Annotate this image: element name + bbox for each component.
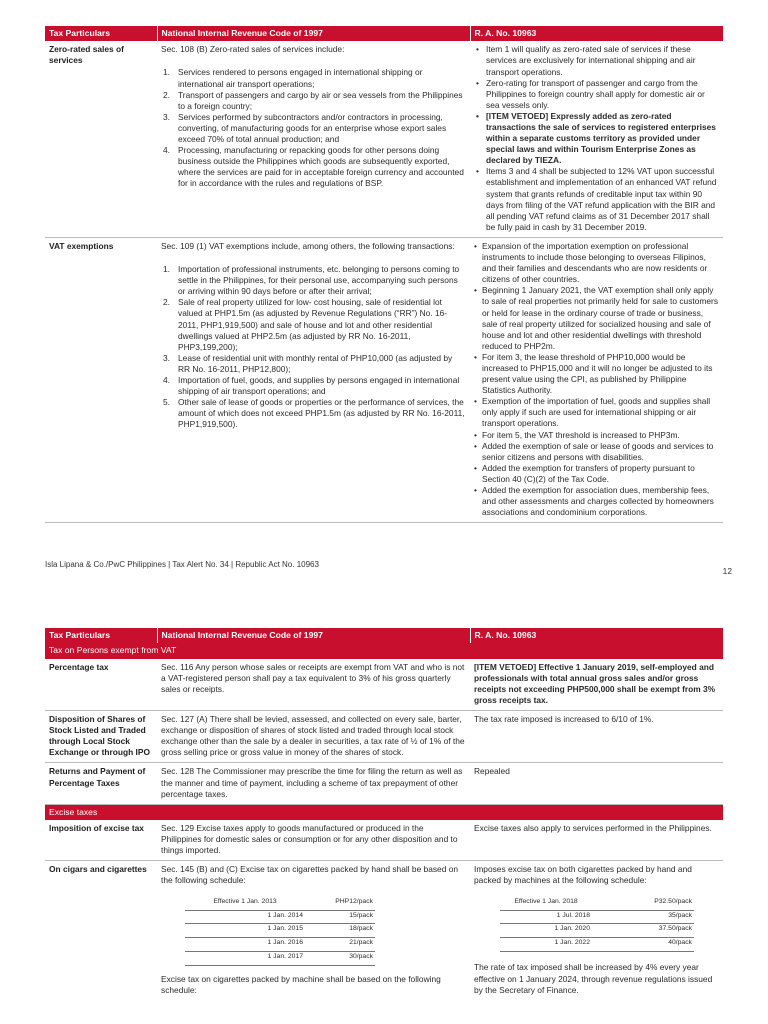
ra-list [474,44,719,233]
page-footer: Isla Lipana & Co./PwC Philippines | Tax Alert No. 34 | Republic Act No. 10963 [45,560,319,569]
table-row-returns-payment [45,763,723,804]
tax-comparison-table-page-12 [45,26,723,523]
page-13 [0,626,768,1024]
schedule-row: 1 Jul. 2018 35/pack [500,910,694,924]
list-item: • Items 3 and 4 shall be subjected to 12% VAT upon successful establishment and implementation of an enhanced VAT refund system that grants refunds of creditable input tax within 90 days from filing of the VAT refund application with the BIR and all pending VAT refund claims as of 31 December 2017 shall be fully paid in cash by 31 December 2019. [476,166,717,232]
list-item: 4. Processing, manufacturing or repacking goods for other persons doing business outside the Philippines which goods are subsequently exported, where the services are paid for in acceptable foreign currency and accounted for in accordance with the rules and regulations of BSP. [163,145,464,189]
section-row-excise-taxes [45,804,723,820]
nirc-cell: Sec. 127 (A) There shall be levied, assessed, and collected on every sale, barter, exchange or disposition of shares of stock listed and traded through local stock exchange other than the sale by a dealer in securities, a tax rate of ½ of 1% of the gross selling price or gross value in money of the shares of stock. [157,711,470,763]
table-row-cigars-cigarettes [45,861,723,1001]
ra-cell: Excise taxes also apply to services performed in the Philippines. [470,820,723,861]
header-tax-particulars: Tax Particulars [45,26,157,41]
row-label: Returns and Payment of Percentage Taxes [45,763,157,804]
list-item: 2. Transport of passengers and cargo by air or sea vessels from the Philippines to a foreign country; [163,89,463,111]
list-item: • Added the exemption for transfers of property pursuant to Section 40 (C)(2) of the Tax Code. [474,462,695,484]
ra-cell [470,861,723,1001]
nirc-list [161,67,466,189]
header-ra-10963: R. A. No. 10963 [470,628,723,643]
list-item: 1. Importation of professional instruments, etc. belonging to persons coming to settle in the Philippines, for their personal use, accompanying such persons or arriving within 90 days before or after their arrival; [163,264,460,297]
schedule-row: 1 Jan. 2020 37.50/pack [500,924,694,938]
section-title: Excise taxes [45,804,723,820]
ra-intro: Imposes excise tax on both cigarettes packed by hand and packed by machines at the following schedule: [474,864,692,886]
list-item: • Exemption of the importation of fuel, goods and supplies shall only apply if such are used for international shipping or air transport operations. [474,396,711,429]
ra-cell-vetoed: [ITEM VETOED] Effective 1 January 2019, self-employed and professionals with total annual gross sales and/or gross receipts not exceeding PHP500,000 shall be exempt from 3% gross receipts tax. [470,659,723,711]
header-ra-10963: R. A. No. 10963 [470,26,723,41]
schedule-row: 1 Jan. 2022 40/pack [500,938,694,952]
list-item: 5. Other sale of lease of goods or properties or the performance of services, the amount of which does not exceed PHP1.5m (as adjusted by RR No. 16-2011, PHP1,919,500). [163,397,465,430]
row-label: On cigars and cigarettes [49,864,147,875]
nirc-cell: Sec. 128 The Commissioner may prescribe the time for filing the return as well as the manner and time of payment, including a scheme of tax prepayment of other percentage taxes. [157,763,470,804]
ra-annual-increase-note: The rate of tax imposed shall be increased by 4% every year effective on 1 January 2024, through revenue regulations issued by the Secretary of Finance. [474,962,713,995]
schedule-row: 1 Jan. 2016 21/pack [185,938,375,952]
schedule-row: 1 Jan. 2014 15/pack [185,910,375,924]
nirc-cell [157,237,470,522]
nirc-cell [157,861,470,1001]
table-row-zero-rated [45,41,723,237]
schedule-row: Effective 1 Jan. 2018 P32.50/pack [500,897,694,910]
section-row-vat-exempt-persons [45,643,723,658]
row-label: VAT exemptions [45,237,157,522]
page-number: 12 [722,566,732,576]
row-label: Percentage tax [45,659,157,711]
list-item: • Added the exemption for association dues, membership fees, and other assessments and charges collected by homeowners associations and condominium corporations. [474,485,714,518]
list-item: 1. Services rendered to persons engaged in international shipping or international air transport operations; [163,67,423,89]
list-item: 3. Lease of residential unit with monthly rental of PHP10,000 (as adjusted by RR No. 16-2011, PHP12,800); [163,352,453,374]
list-item: • For item 3, the lease threshold of PHP10,000 would be increased to PHP15,000 and it will no longer be adjusted to its present value using the CPI, as published by Philippine Statistics Authority. [474,351,713,396]
ra-cell: Repealed [470,763,723,804]
table-row-imposition-excise [45,820,723,861]
nirc-machine-packed-intro: Excise tax on cigarettes packed by machine shall be based on the following schedule: [161,974,441,996]
ra-list [474,241,719,518]
ra-cell [470,237,723,522]
table-row-vat-exemptions [45,237,723,522]
list-item: • For item 5, the VAT threshold is increased to PHP3m. [474,429,680,440]
table-row-percentage-tax [45,659,723,711]
header-tax-particulars: Tax Particulars [45,628,157,643]
list-item: 2. Sale of real property utilized for low- cost housing, sale of residential lot valued at PHP1.5m (as adjusted by Revenue Regulations (“RR”) No. 16-2011, PHP1,919,500) and sale of house and lot and other residential dwellings valued at PHP2.5m (as adjusted by RR No. 16-2011, PHP3,199,200); [163,297,448,352]
header-nirc-1997: National Internal Revenue Code of 1997 [157,628,470,643]
nirc-cell [157,41,470,237]
schedule-row: 1 Jan. 2015 18/pack [185,924,375,938]
nirc-cell: Sec. 129 Excise taxes apply to goods manufactured or produced in the Philippines for domestic sales or consumption or for any other disposition and to things imported. [157,820,470,861]
table-header-row [45,26,723,41]
list-item: • Zero-rating for transport of passenger and cargo from the Philippines to foreign country shall apply for domestic air or sea vessels only. [476,77,705,110]
section-title: Tax on Persons exempt from VAT [45,643,723,658]
row-label: Zero-rated sales of services [45,41,157,237]
header-nirc-1997: National Internal Revenue Code of 1997 [157,26,470,41]
list-item: • Beginning 1 January 2021, the VAT exemption shall only apply to sale of real properties not primarily held for sale to customers or held for lease in the ordinary course of trade or business, sale of real property utilized for socialized housing and sale of house and lot and other residential dwellings with threshold reduced to PHP2m. [474,285,719,351]
nirc-list [161,264,466,430]
row-label: Imposition of excise tax [45,820,157,861]
list-item: 3. Services performed by subcontractors and/or contractors in processing, converting, of manufacturing goods for an enterprise whose export sales exceed 70% of total annual production; and [163,111,447,144]
ra-cell [470,41,723,237]
schedule-row: Effective 1 Jan. 2013 PHP12/pack [185,897,375,910]
nirc-cell: Sec. 116 Any person whose sales or receipts are exempt from VAT and who is not a VAT-registered person shall pay a tax equivalent to 3% of his gross quarterly sales or receipts. [157,659,470,711]
list-item: • Item 1 will qualify as zero-rated sale of services if these services are exclusively for international shipping and air transport operations. [476,44,696,77]
table-row-disposition-of-shares [45,711,723,763]
tax-comparison-table-page-13 [45,628,723,1001]
nirc-intro: Sec. 109 (1) VAT exemptions include, among others, the following transactions: [161,240,455,251]
list-item-vetoed: • [ITEM VETOED] Expressly added as zero-rated transactions the sale of services to registered enterprises within a separate customs territory as provided under special laws and within Tourism Enterprise Zones as declared by TIEZA. [476,110,716,166]
list-item: 4. Importation of fuel, goods, and supplies by persons engaged in international shipping of air transport operations; and [163,374,460,397]
nirc-intro: Sec. 145 (B) and (C) Excise tax on cigarettes packed by hand shall be based on the following schedule: [161,864,459,886]
row-label: Disposition of Shares of Stock Listed and Traded through Local Stock Exchange or through IPO [45,711,157,763]
table-header-row [45,628,723,643]
schedule-row: 1 Jan. 2017 30/pack [185,952,375,966]
nirc-hand-packed-schedule [185,897,375,967]
ra-cigarette-schedule [500,897,694,953]
list-item: • Added the exemption of sale or lease of goods and services to senior citizens and persons with disabilities. [474,440,714,462]
nirc-intro: Sec. 108 (B) Zero-rated sales of services include: [161,44,345,55]
list-item: • Expansion of the importation exemption on professional instruments to include those belonging to overseas Filipinos, and their families and descendants who are now residents or citizens of other countries. [474,240,708,285]
ra-cell: The tax rate imposed is increased to 6/10 of 1%. [470,711,723,763]
